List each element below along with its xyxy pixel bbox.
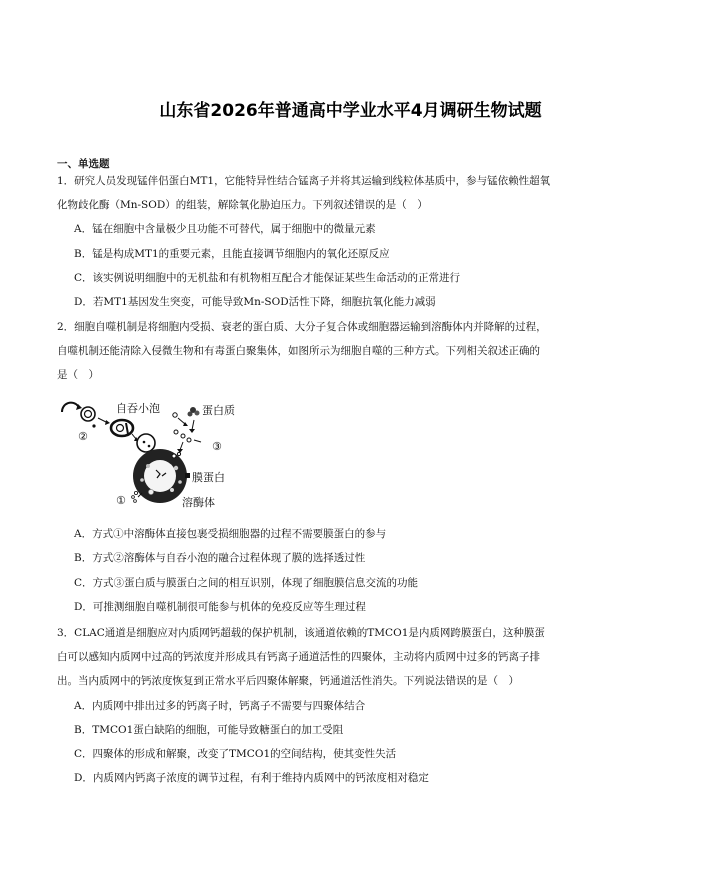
option-text: 若MT1基因发生突变，可能导致Mn-SOD活性下降，细胞抗氧化能力减弱 [92, 296, 436, 308]
option-text: 该实例说明细胞中的无机盐和有机物相互配合才能保证某些生命活动的正常进行 [92, 272, 461, 284]
mode-1-marker: ① [116, 494, 126, 507]
option-label: A． [74, 700, 93, 712]
option-label: C． [74, 272, 93, 284]
option-label: A． [74, 528, 93, 540]
option-label: B． [74, 724, 93, 736]
q3-stem-line-2: 白可以感知内质网中过高的钙浓度并形成具有钙离子通道活性的四聚体，主动将内质网中过多的钙离子排 [57, 651, 540, 663]
option-text: 四聚体的形成和解聚，改变了TMCO1的空间结构，使其变性失活 [92, 748, 397, 760]
q3-option-b[interactable] [74, 723, 343, 737]
option-label: D． [74, 772, 93, 784]
section-heading: 一、单选题 [57, 158, 110, 170]
option-text: 可推测细胞自噬机制很可能参与机体的免疫反应等生理过程 [92, 601, 366, 613]
mode-2-marker: ② [78, 430, 88, 443]
protein-label: 蛋白质 [202, 404, 235, 417]
q2-option-d[interactable] [74, 600, 366, 614]
q1-option-c[interactable] [74, 271, 460, 285]
option-label: C． [74, 748, 93, 760]
option-label: C． [74, 577, 93, 589]
q2-option-b[interactable] [74, 551, 365, 565]
q1-option-a[interactable] [74, 222, 376, 236]
option-text: 锰在细胞中含量极少且功能不可替代，属于细胞中的微量元素 [92, 223, 376, 235]
q2-option-c[interactable] [74, 576, 418, 590]
q2-stem-line-3: 是（ ） [57, 369, 99, 381]
page-title: 山东省2026年普通高中学业水平4月调研生物试题 [159, 101, 542, 121]
q2-stem-line-2: 自噬机制还能清除入侵微生物和有毒蛋白聚集体，如图所示为细胞自噬的三种方式。下列相关叙述正确的 [57, 345, 540, 357]
q1-option-b[interactable] [74, 247, 390, 261]
autophagosome-label: 自吞小泡 [116, 402, 160, 415]
option-text: 方式②溶酶体与自吞小泡的融合过程体现了膜的选择透过性 [92, 552, 366, 564]
option-label: A． [74, 223, 93, 235]
q3-option-c[interactable] [74, 747, 396, 761]
q1-stem-line-1: 1．研究人员发现锰伴侣蛋白MT1，它能特异性结合锰离子并将其运输到线粒体基质中，参与锰依赖性超氧 [57, 175, 551, 187]
mode-3-marker: ③ [212, 440, 222, 453]
q3-option-a[interactable] [74, 699, 365, 713]
membrane-protein-label: 膜蛋白 [192, 471, 225, 484]
q2-option-a[interactable] [74, 527, 386, 541]
option-label: D． [74, 296, 93, 308]
q3-option-d[interactable] [74, 771, 429, 785]
option-text: 方式③蛋白质与膜蛋白之间的相互识别，体现了细胞膜信息交流的功能 [92, 577, 419, 589]
autophagy-diagram [56, 398, 256, 513]
option-text: 内质网内钙离子浓度的调节过程，有利于维持内质网中的钙浓度相对稳定 [92, 772, 429, 784]
option-label: B． [74, 552, 93, 564]
q3-stem-line-3: 出。当内质网中的钙浓度恢复到正常水平后四聚体解聚，钙通道活性消失。下列说法错误的是（ ） [57, 675, 519, 687]
lysosome-label: 溶酶体 [182, 496, 215, 509]
option-text: 锰是构成MT1的重要元素，且能直接调节细胞内的氧化还原反应 [92, 248, 390, 260]
q1-stem-line-2: 化物歧化酶（Mn-SOD）的组装，解除氧化胁迫压力。下列叙述错误的是（ ） [57, 199, 428, 211]
q2-stem-line-1: 2．细胞自噬机制是将细胞内受损、衰老的蛋白质、大分子复合体或细胞器运输到溶酶体内并降解的过程， [57, 321, 547, 333]
option-text: 方式①中溶酶体直接包裹受损细胞器的过程不需要膜蛋白的参与 [92, 528, 387, 540]
option-label: D． [74, 601, 93, 613]
option-label: B． [74, 248, 93, 260]
option-text: TMCO1蛋白缺陷的细胞，可能导致糖蛋白的加工受阻 [92, 724, 344, 736]
option-text: 内质网中排出过多的钙离子时，钙离子不需要与四聚体结合 [92, 700, 366, 712]
q3-stem-line-1: 3．CLAC通道是细胞应对内质网钙超载的保护机制，该通道依赖的TMCO1是内质网跨膜蛋白，这种膜蛋 [57, 627, 545, 639]
q1-option-d[interactable] [74, 295, 436, 309]
